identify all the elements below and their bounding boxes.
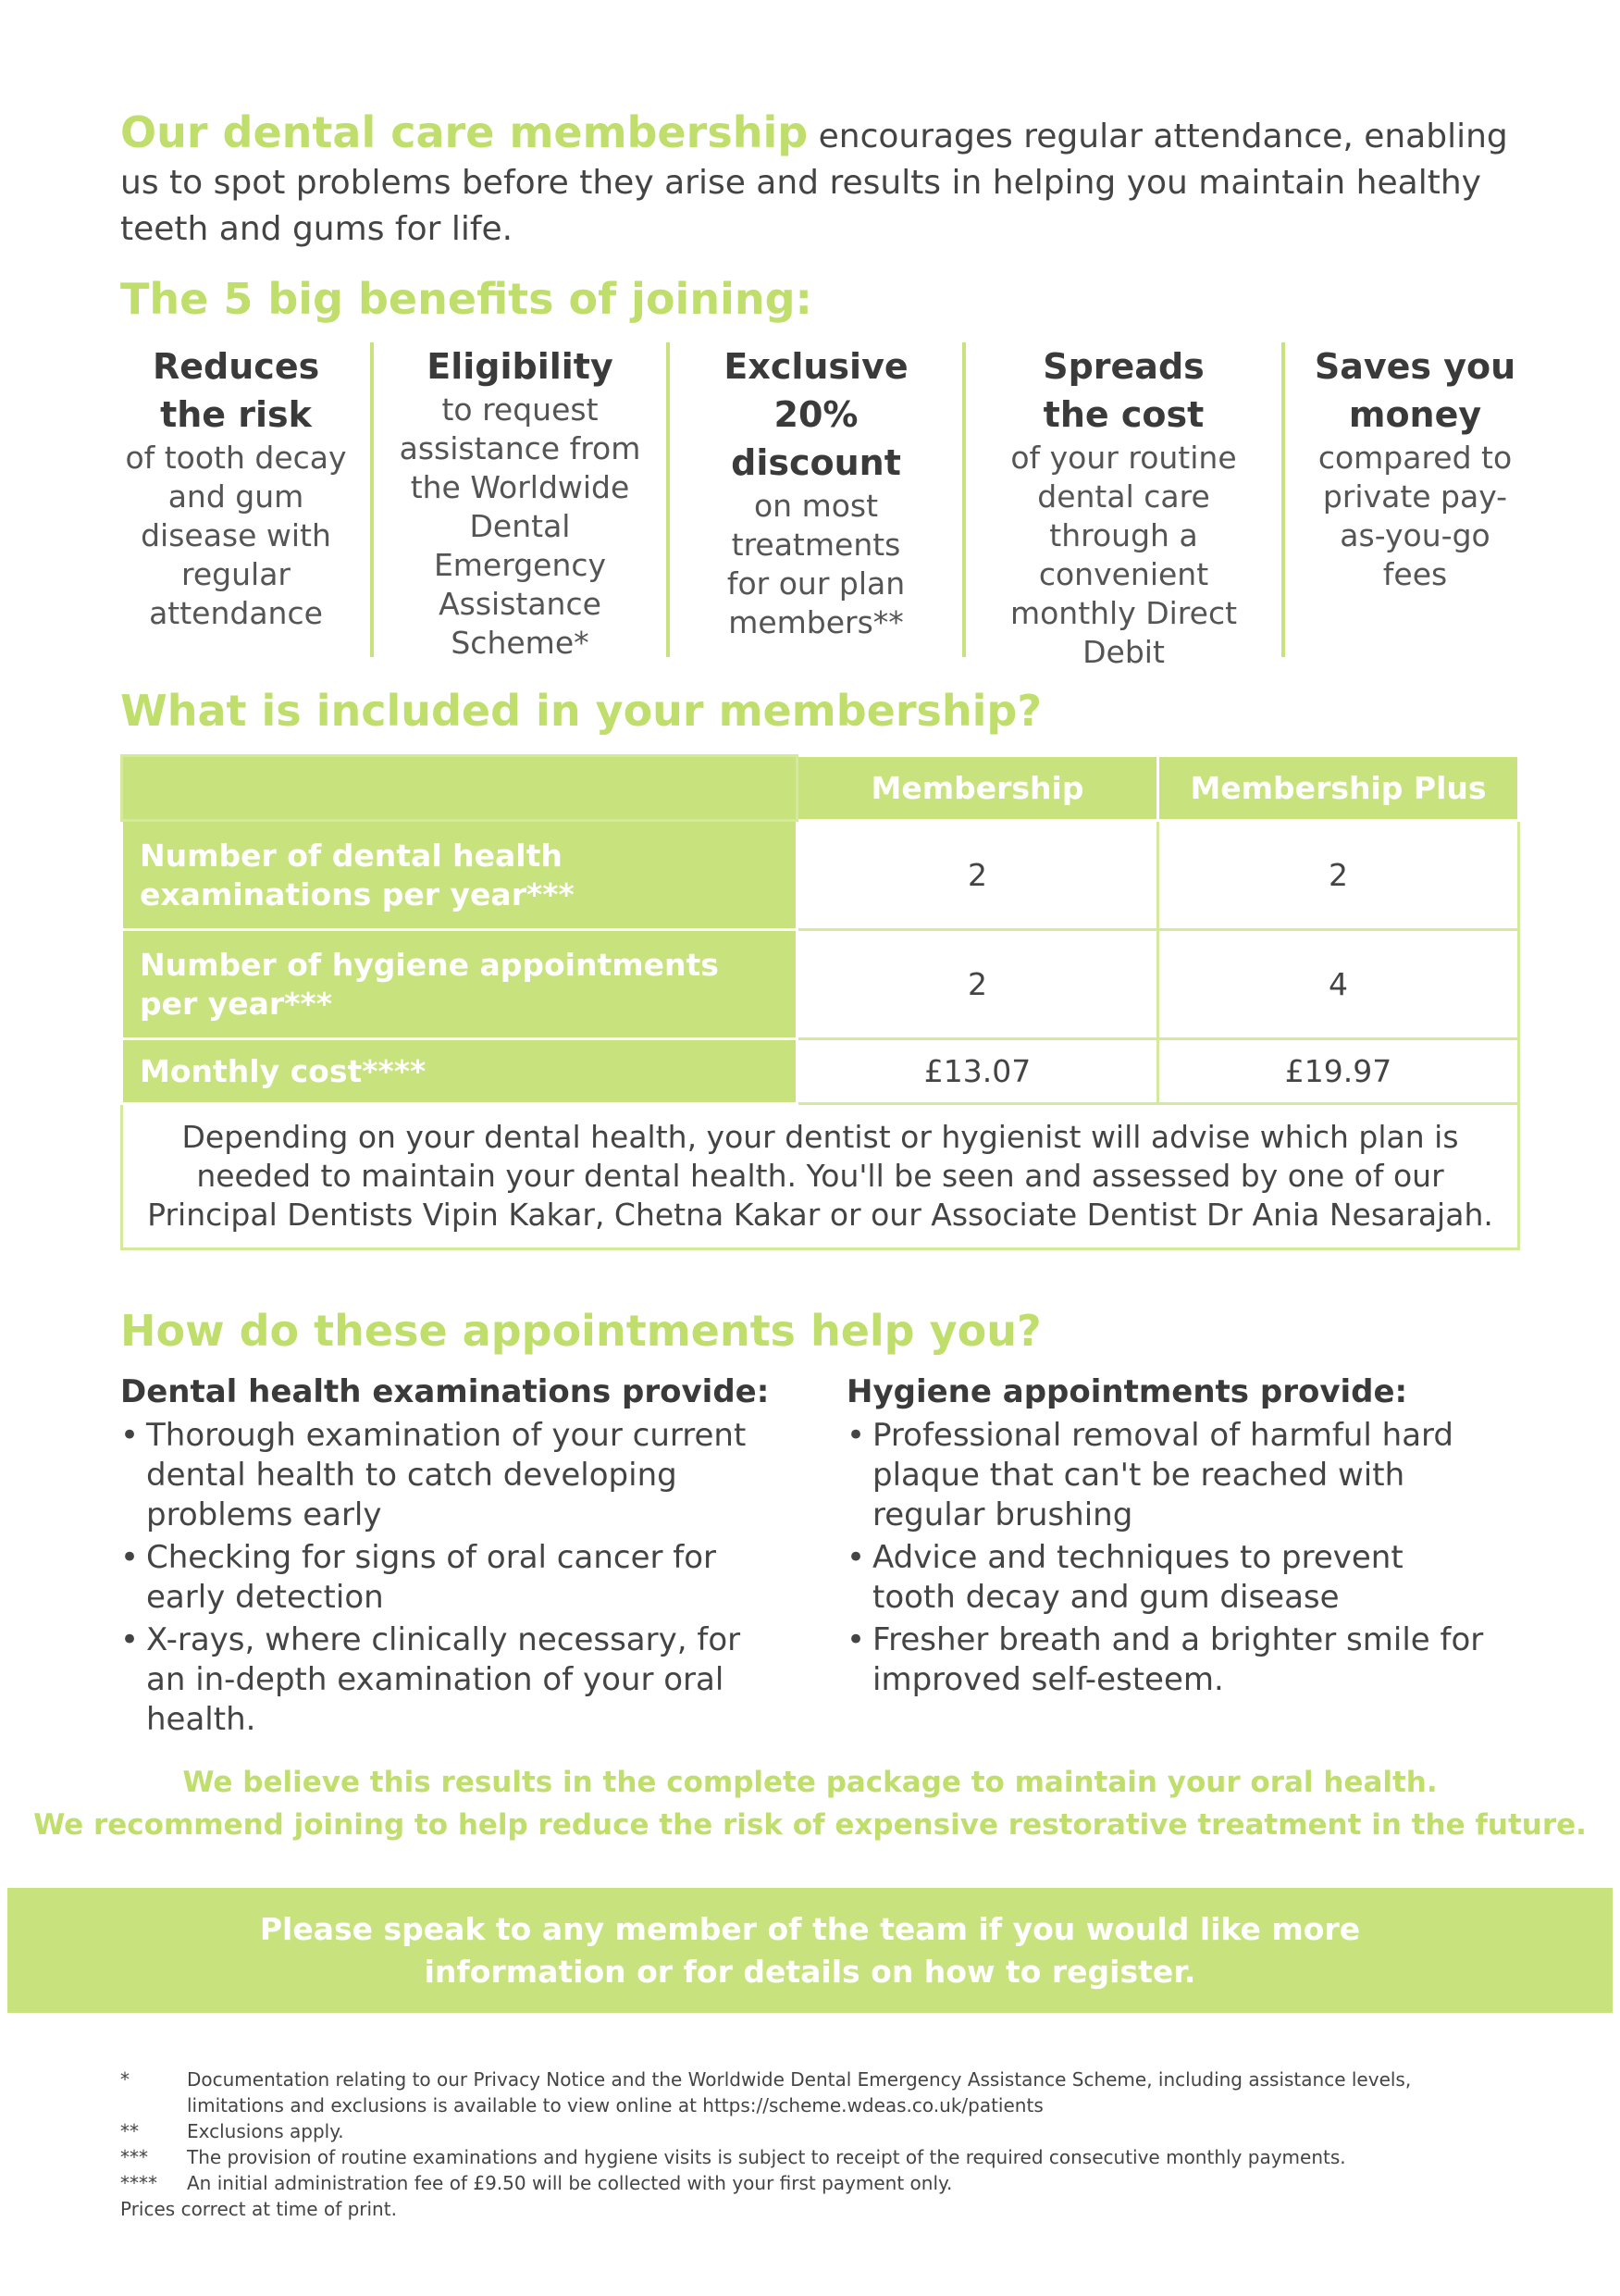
cta-line-1: Please speak to any member of the team if you would like more [259, 1911, 1361, 1947]
membership-table [120, 754, 1520, 1250]
table-header-row [122, 756, 1519, 821]
footnotes [120, 2066, 1490, 2222]
cell-plus-examinations: 2 [1158, 821, 1519, 930]
benefit-title: Eligibility [427, 346, 613, 387]
appointments-heading: How do these appointments help you? [120, 1306, 1042, 1356]
intro-text: encourages regular attendance, enabling us to spot problems before they arise and results in helping you maintain healthy teeth and gums for life. [120, 118, 1508, 248]
row-label-examinations: Number of dental health examinations per year*** [122, 821, 798, 930]
cell-membership-cost: £13.07 [798, 1039, 1158, 1104]
footnote-marker: **** [120, 2172, 157, 2194]
footnote [120, 2066, 1490, 2118]
benefit-reduces-risk [102, 342, 370, 657]
footnote-marker: ** [120, 2120, 139, 2142]
table-row [122, 930, 1519, 1039]
benefit-saves-money [1281, 342, 1545, 657]
intro-highlight: Our dental care membership [120, 107, 809, 157]
hygiene-list [847, 1416, 1494, 1700]
table-note: Depending on your dental health, your dentist or hygienist will advise which plan is needed to maintain your dental health. You'll be seen and assessed by one of our Principal Dentists Vipin Kakar, Chetna Kakar or our Associate Dentist Dr Ania Nesarajah. [122, 1104, 1519, 1249]
belief-line-1: We believe this results in the complete package to maintain your oral health. [182, 1766, 1438, 1799]
benefit-title: Exclusive 20% discount [723, 346, 909, 483]
footnote-text: An initial administration fee of £9.50 will be collected with your first payment only. [187, 2172, 953, 2194]
benefits-list [102, 342, 1545, 670]
list-item: • Thorough examination of your current dental health to catch developing problems early [120, 1416, 786, 1535]
list-item: • Advice and techniques to prevent tooth decay and gum disease [847, 1538, 1494, 1618]
cta-banner [7, 1888, 1613, 2013]
list-item: • X-rays, where clinically necessary, for an in-depth examination of your oral health. [120, 1620, 786, 1740]
exams-column [120, 1371, 786, 1743]
cta-line-2: information or for details on how to register. [424, 1954, 1196, 1990]
exams-heading: Dental health examinations provide: [120, 1373, 770, 1410]
intro-paragraph [120, 109, 1527, 253]
hygiene-heading: Hygiene appointments provide: [847, 1373, 1408, 1410]
cell-plus-cost: £19.97 [1158, 1039, 1519, 1104]
belief-line-2: We recommend joining to help reduce the risk of expensive restorative treatment in the future. [33, 1808, 1587, 1842]
benefit-title: Reduces the risk [153, 346, 320, 435]
list-item: • Fresher breath and a brighter smile for improved self-esteem. [847, 1620, 1494, 1700]
benefit-desc: on most treatments for our plan members** [726, 488, 906, 640]
cell-plus-hygiene: 4 [1158, 930, 1519, 1039]
list-item: • Checking for signs of oral cancer for early detection [120, 1538, 786, 1618]
row-label-hygiene: Number of hygiene appointments per year*** [122, 930, 798, 1039]
benefit-title: Saves you money [1314, 346, 1516, 435]
membership-heading: What is included in your membership? [120, 686, 1043, 736]
benefits-heading: The 5 big benefits of joining: [120, 274, 812, 324]
benefit-desc: of your routine dental care through a convenient monthly Direct Debit [1009, 440, 1238, 670]
benefit-desc: of tooth decay and gum disease with regular attendance [125, 440, 347, 631]
column-header-membership-plus: Membership Plus [1158, 756, 1519, 821]
footnote-marker: * [120, 2068, 130, 2091]
list-item: • Professional removal of harmful hard plaque that can't be reached with regular brushing [847, 1416, 1494, 1535]
column-header-membership: Membership [798, 756, 1158, 821]
footnote-text: Documentation relating to our Privacy Notice and the Worldwide Dental Emergency Assistance Scheme, including assistance levels, limitations and exclusions is available to view online at https://scheme.wdeas.co.uk/patients [187, 2068, 1412, 2116]
table-note-row [122, 1104, 1519, 1249]
table-row [122, 821, 1519, 930]
cell-membership-examinations: 2 [798, 821, 1158, 930]
benefit-discount [666, 342, 962, 657]
cell-membership-hygiene: 2 [798, 930, 1158, 1039]
exams-list [120, 1416, 786, 1740]
footnote [120, 2170, 1490, 2196]
footnote [120, 2144, 1490, 2170]
benefit-spreads-cost [962, 342, 1281, 670]
belief-statement [0, 1761, 1620, 1846]
table-corner-cell [122, 756, 798, 821]
table-row [122, 1039, 1519, 1104]
hygiene-column [847, 1371, 1494, 1703]
benefit-desc: compared to private pay-as-you-go fees [1317, 440, 1513, 592]
benefit-title: Spreads the cost [1043, 346, 1205, 435]
footnote-text: The provision of routine examinations and hygiene visits is subject to receipt of the required consecutive monthly payments. [187, 2146, 1346, 2168]
prices-note: Prices correct at time of print. [120, 2198, 397, 2220]
footnote [120, 2118, 1490, 2144]
footnote-text: Exclusions apply. [187, 2120, 344, 2142]
row-label-monthly-cost: Monthly cost**** [122, 1039, 798, 1104]
footnote-marker: *** [120, 2146, 148, 2168]
benefit-desc: to request assistance from the Worldwide Dental Emergency Assistance Scheme* [399, 391, 641, 661]
benefit-eligibility [370, 342, 666, 661]
